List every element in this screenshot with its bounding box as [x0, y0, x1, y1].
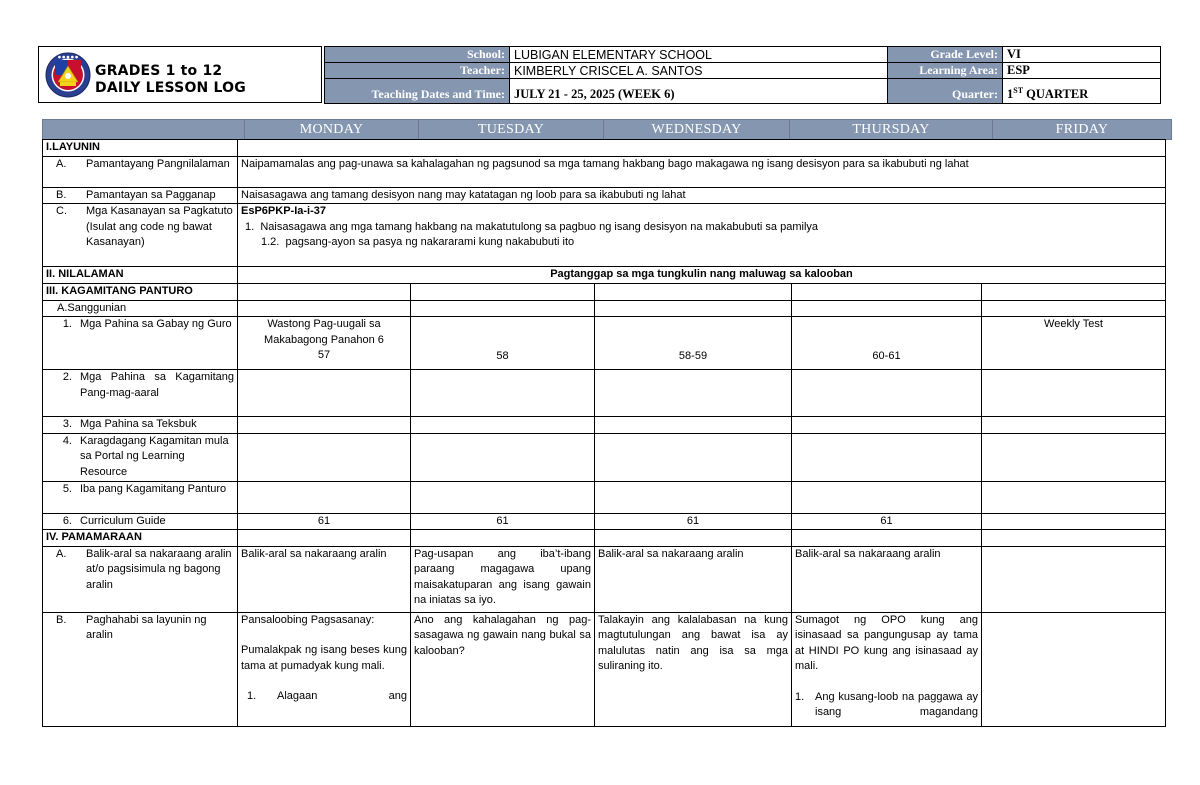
wednesday-paghahabi: Talakayin ang kalalabasan na kung magtutulungan ang bawat isa ay malulutas natin ang isa sa mga suliraning ito.: [595, 612, 792, 726]
iba-pang-kagamitan-label: 5. Iba pang Kagamitang Panturo: [43, 481, 238, 513]
monday-paghahabi: Pansaloobing Pagsasanay: Pumalakpak ng isang beses kung tama at pumadyak kung mali. 1. Alagaan ang: [238, 612, 411, 726]
pamantayang-pangnilalaman-text: Naipamamalas ang pag-unawa sa kahalagahan ng pagsunod sa mga tamang hakbang bago makagawa ng isang desisyon para sa ikabubuti ng lahat: [238, 156, 1166, 187]
kagamitang-mag-aaral-label: 2. Mga Pahina sa Kagamitang Pang-mag-aaral: [43, 370, 238, 417]
sanggunian-label: A.Sanggunian: [43, 300, 238, 317]
gabay-guro-label: 1. Mga Pahina sa Gabay ng Guro: [43, 317, 238, 370]
wednesday-cg: 61: [595, 513, 792, 530]
pamantayan-pagganap-text: Naisasagawa ang tamang desisyon nang may katatagan ng loob para sa ikabubuti ng lahat: [238, 187, 1166, 204]
wednesday-gabay-guro: 58-59: [595, 317, 792, 370]
grade-level-label: Grade Level:: [888, 47, 1003, 63]
kasanayan-item-2: 1.2. pagsang-ayon sa pasya ng nakararami kung nakabubuti ito: [261, 236, 575, 248]
table-row: [43, 513, 1166, 530]
svg-text:● ● ● ● ●: ● ● ● ● ●: [57, 55, 79, 60]
header-title-box: [38, 46, 322, 103]
day-header-blank: [43, 120, 245, 140]
table-row: [43, 417, 1166, 434]
thursday-paghahabi: Sumagot ng OPO kung ang isinasaad sa pangungusap ay tama at HINDI PO kung ang isinasaad ay mali. 1. Ang kusang-loob na paggawa ay isang magandang: [792, 612, 982, 726]
kasanayan-note: (Isulat ang code ng bawat Kasanayan): [86, 220, 212, 248]
kasanayan-code: EsP6PKP-Ia-i-37: [241, 205, 326, 217]
dates-label: Teaching Dates and Time:: [325, 79, 510, 104]
dates-value: JULY 21 - 25, 2025 (WEEK 6): [510, 79, 888, 104]
table-row: [43, 317, 1166, 370]
tuesday-paghahabi: Ano ang kahalagahan ng pag-sasagawa ng gawain nang bukal sa kalooban?: [411, 612, 595, 726]
title-line-1: GRADES 1 to 12: [95, 63, 223, 79]
quarter-suffix: ST: [1013, 85, 1024, 95]
wednesday-balik-aral: Balik-aral sa nakaraang aralin: [595, 546, 792, 612]
teacher-value: KIMBERLY CRISCEL A. SANTOS: [510, 63, 888, 79]
nilalaman-text: Pagtanggap sa mga tungkulin nang maluwag sa kalooban: [238, 267, 1166, 284]
thursday-gabay-guro: 60-61: [792, 317, 982, 370]
layunin-heading-blank: [238, 140, 1166, 157]
layunin-heading: I.LAYUNIN: [43, 140, 238, 157]
friday-gabay-guro: Weekly Test: [982, 317, 1166, 370]
teksbuk-label: 3. Mga Pahina sa Teksbuk: [43, 417, 238, 434]
table-row: [43, 433, 1166, 481]
nilalaman-heading: II. NILALAMAN: [43, 267, 238, 284]
learning-area-label: Learning Area:: [888, 63, 1003, 79]
item-letter: A.: [56, 157, 67, 170]
kasanayan-text: [238, 204, 1166, 267]
kagamitan-heading: III. KAGAMITANG PANTURO: [43, 283, 238, 300]
monday-balik-aral: Balik-aral sa nakaraang aralin: [238, 546, 411, 612]
quarter-number: 1: [1007, 87, 1014, 101]
day-header-row: [42, 119, 1172, 140]
learning-area-value: ESP: [1003, 63, 1161, 79]
tuesday-gabay-guro: 58: [411, 317, 595, 370]
quarter-word: QUARTER: [1026, 87, 1089, 101]
table-row: [43, 612, 1166, 726]
thursday-cg: 61: [792, 513, 982, 530]
teacher-label: Teacher:: [325, 63, 510, 79]
quarter-label: Quarter:: [888, 79, 1003, 104]
pamamaraan-heading: IV. PAMAMARAAN: [43, 530, 238, 547]
learning-resource-label: 4. Karagdagang Kagamitan mula sa Portal ng Learning Resource: [43, 433, 238, 481]
day-monday: MONDAY: [245, 120, 419, 140]
lesson-log-table: [42, 139, 1166, 727]
day-friday: FRIDAY: [993, 120, 1172, 140]
tuesday-balik-aral: Pag-usapan ang iba’t-ibang paraang magagawa upang maisakatuparan ang isang gawain na iniatas sa iyo.: [411, 546, 595, 612]
day-tuesday: TUESDAY: [419, 120, 604, 140]
thursday-balik-aral: Balik-aral sa nakaraang aralin: [792, 546, 982, 612]
deped-seal-icon: [45, 52, 91, 98]
page-title: [95, 63, 246, 97]
table-row: [43, 481, 1166, 513]
school-label: School:: [325, 47, 510, 63]
header-info-table: [324, 46, 1161, 104]
pamantayan-pagganap-label: B. Pamantayan sa Pagganap: [43, 187, 238, 204]
monday-cg: 61: [238, 513, 411, 530]
kasanayan-item-1: 1. Naisasagawa ang mga tamang hakbang na makatutulong sa pagbuo ng isang desisyon na makabubuti sa pamilya: [245, 220, 819, 233]
table-row: [43, 546, 1166, 612]
grade-level-value: VI: [1003, 47, 1161, 63]
pamantayang-pangnilalaman-label: A. Pamantayang Pangnilalaman: [43, 156, 238, 187]
school-value: LUBIGAN ELEMENTARY SCHOOL: [510, 47, 888, 63]
balik-aral-label: A. Balik-aral sa nakaraang aralin at/o pagsisimula ng bagong aralin: [43, 546, 238, 612]
quarter-value: [1003, 79, 1161, 104]
curriculum-guide-label: 6. Curriculum Guide: [43, 513, 238, 530]
tuesday-cg: 61: [411, 513, 595, 530]
table-row: [43, 370, 1166, 417]
monday-gabay-guro: Wastong Pag-uugali sa Makabagong Panahon 6 57: [238, 317, 411, 370]
paghahabi-label: B. Paghahabi sa layunin ng aralin: [43, 612, 238, 726]
item-letter: B.: [56, 188, 67, 201]
kasanayan-label: C. Mga Kasanayan sa Pagkatuto (Isulat ang code ng bawat Kasanayan): [43, 204, 238, 267]
item-letter: C.: [56, 205, 67, 217]
day-wednesday: WEDNESDAY: [604, 120, 790, 140]
title-line-2: DAILY LESSON LOG: [95, 80, 246, 96]
day-thursday: THURSDAY: [790, 120, 993, 140]
